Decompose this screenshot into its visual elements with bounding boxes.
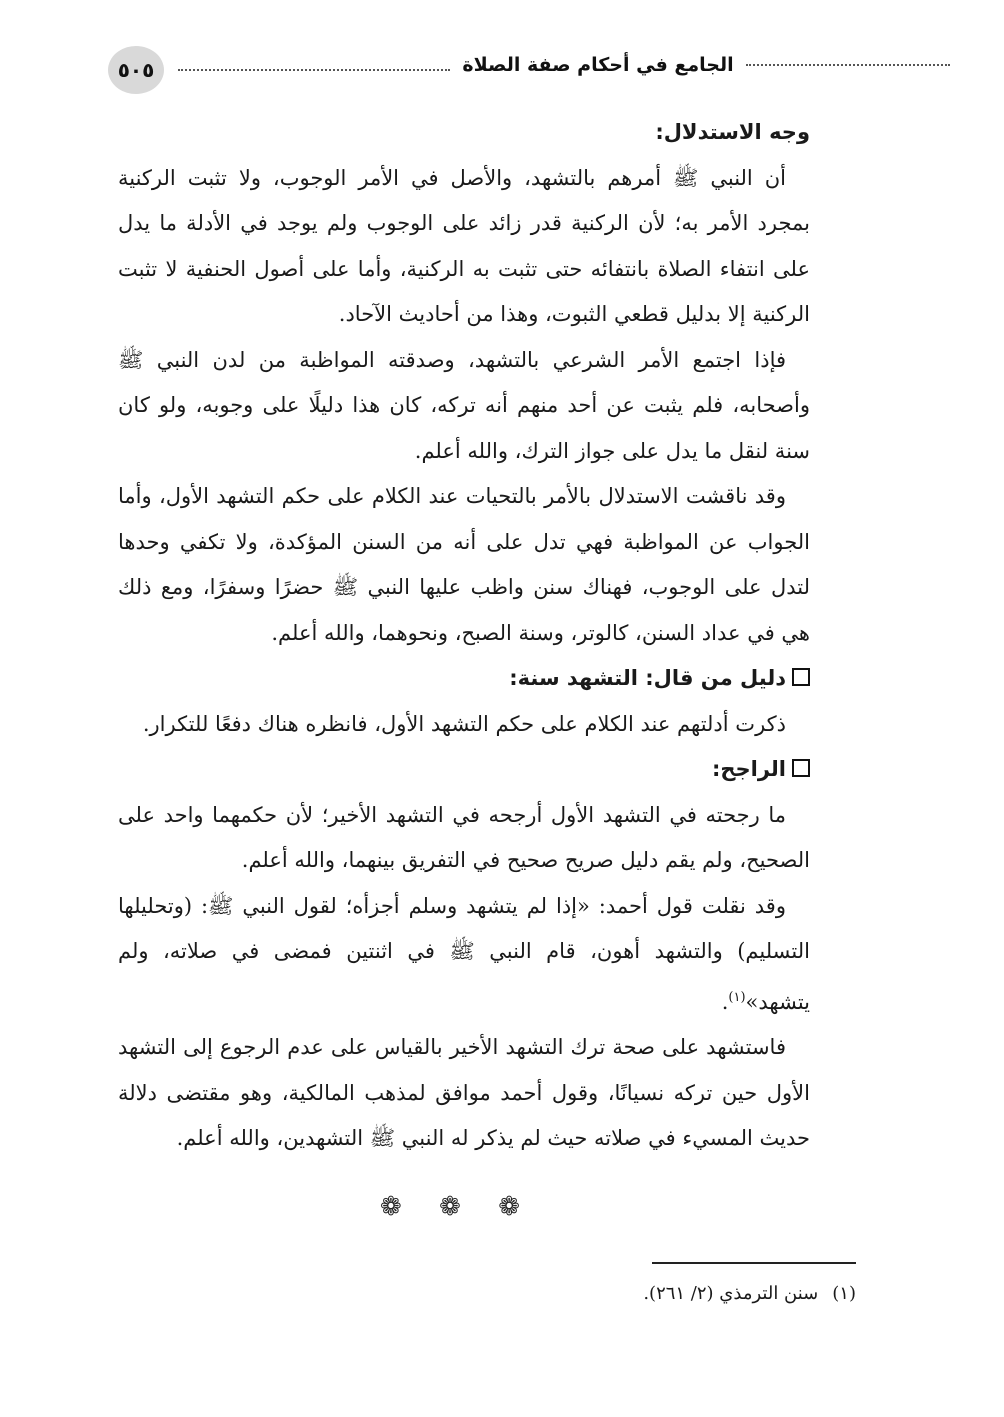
- checkbox-square-icon: [792, 668, 810, 686]
- flower-ornament-icon: ❁: [439, 1192, 461, 1222]
- section-heading-preferred: [118, 747, 810, 793]
- flower-ornament-icon: ❁: [380, 1192, 402, 1222]
- paragraph: ذكرت أدلتهم عند الكلام على حكم التشهد الأول، فانظره هناك دفعًا للتكرار.: [142, 711, 786, 736]
- running-title: الجامع في أحكام صفة الصلاة: [462, 54, 734, 76]
- header-dotted-leader-left: [178, 69, 450, 71]
- paragraph-quote: [118, 884, 810, 1026]
- paragraph: فإذا اجتمع الأمر الشرعي بالتشهد، وصدقته المواظبة من لدن النبي ﷺ وأصحابه، فلم يثبت عن أحد منهم أنه تركه، كان هذا دليلًا على وجوبه، ولو كان سنة لنقل ما يدل على جواز الترك، والله أعلم.: [118, 347, 810, 463]
- footnote-separator: [652, 1262, 856, 1264]
- paragraph: وقد ناقشت الاستدلال بالأمر بالتحيات عند الكلام على حكم التشهد الأول، وأما الجواب عن المواظبة فهي تدل على أنه من السنن المؤكدة، ولا تكفي وحدها لتدل على الوجوب، فهناك سنن واظب عليها النبي ﷺ حضرًا وسفرًا، ومع ذلك هي في عداد السنن، كالوتر، وسنة الصبح، ونحوهما، والله أعلم.: [118, 484, 810, 645]
- section-heading-sunnah-view: [118, 656, 810, 702]
- main-text: [118, 110, 810, 1162]
- footnote-text: سنن الترمذي (٢/ ٢٦١).: [643, 1283, 819, 1304]
- checkbox-square-icon: [792, 759, 810, 777]
- paragraph: فاستشهد على صحة ترك التشهد الأخير بالقياس على عدم الرجوع إلى التشهد الأول حين تركه نسيانًا، وقول أحمد موافق لمذهب المالكية، وهو مقتضى دلالة حديث المسيء في صلاته حيث لم يذكر له النبي ﷺ التشهدين، والله أعلم.: [118, 1035, 810, 1150]
- quote-text: وقد نقلت قول أحمد: «إذا لم يتشهد وسلم أجزأه؛ لقول النبي ﷺ: (وتحليلها التسليم) والتشهد أهون، قام النبي ﷺ في اثنتين فمضى في صلاته، ولم يتشهد»: [118, 893, 810, 1014]
- footnote: [480, 1280, 856, 1308]
- quote-end: .: [721, 989, 729, 1014]
- paragraph: أن النبي ﷺ أمرهم بالتشهد، والأصل في الأمر الوجوب، ولا تثبت الركنية بمجرد الأمر به؛ لأن الركنية قدر زائد على الوجوب ولم يوجد في الأدلة ما يدل على انتفاء الصلاة بانتفائه حتى تثبت به الركنية، وأما على أصول الحنفية لا تثبت الركنية إلا بدليل قطعي الثبوت، وهذا من أحاديث الآحاد.: [118, 165, 810, 326]
- section-heading-inference: وجه الاستدلال:: [655, 120, 810, 144]
- page-header: [108, 46, 848, 94]
- header-dotted-leader-right: [746, 64, 950, 66]
- footnote-reference[interactable]: (١): [728, 989, 746, 1005]
- page-number: ٥٠٥: [108, 46, 164, 94]
- flower-ornament-icon: ❁: [498, 1192, 520, 1222]
- footnote-number: (١): [832, 1283, 856, 1304]
- heading-text: الراجح:: [711, 757, 786, 781]
- heading-text: دليل من قال: التشهد سنة:: [509, 666, 786, 690]
- paragraph: ما رجحته في التشهد الأول أرجحه في التشهد الأخير؛ لأن حكمهما واحد على الصحيح، ولم يقم دليل صريح صحيح في التفريق بينهما، والله أعلم.: [118, 802, 810, 872]
- section-divider-ornaments: [380, 1192, 520, 1222]
